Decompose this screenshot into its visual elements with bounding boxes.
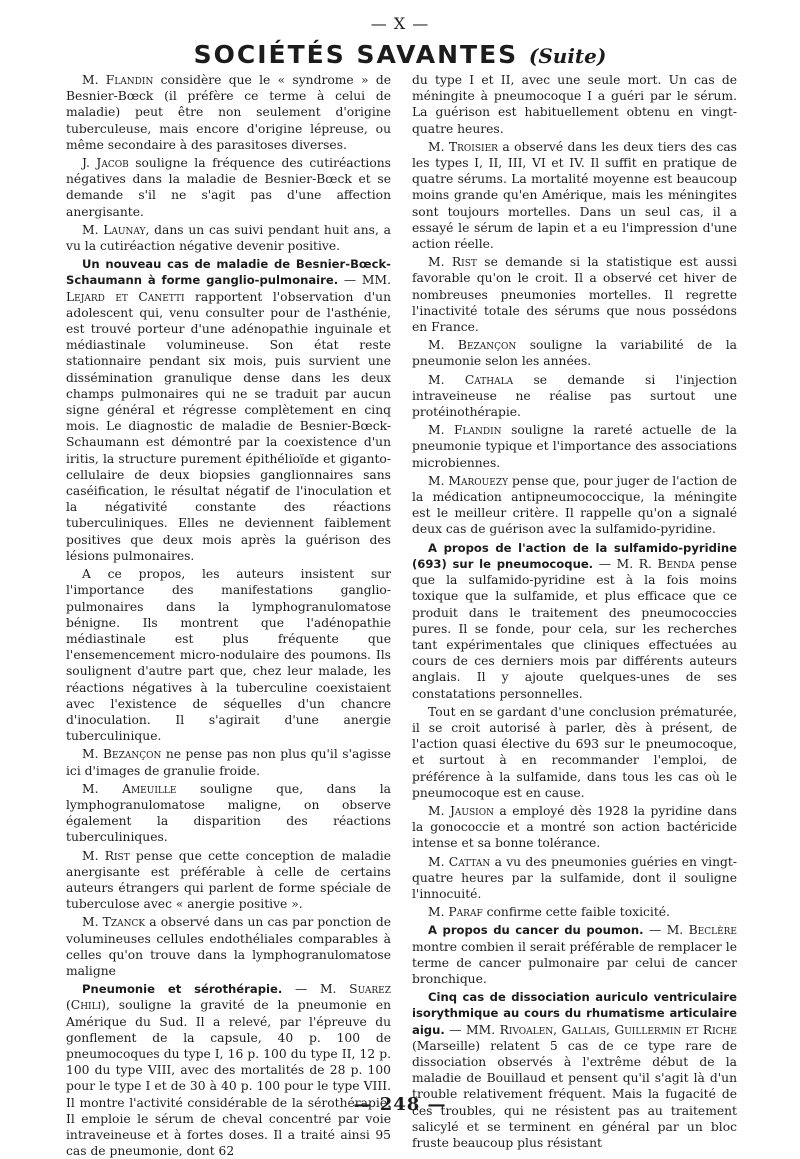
paragraph-text: a vu des pneumonies guéries en vingt-quatre heures par la sulfamide, dont il souligne l'innocuité. [412, 854, 737, 901]
paragraph-text: a observé dans un cas par ponction de volumineuses cellules endothéliales comparables à celles qu'on trouve dans la lymphogranulomatose maligne [66, 915, 391, 978]
paragraph [412, 473, 737, 538]
paragraph [412, 803, 737, 852]
paragraph-text: Tout en se gardant d'une conclusion prématurée, il se croit autorisé à parler, dès à présent, de l'action quasi élective du 693 sur le pneumocoque, et surtout à en recommander l'emploi, de préférence à la sulfamide, dans tous les cas où le pneumocoque est en cause. [412, 704, 737, 800]
paragraph-text: souligne la variabilité de la pneumonie selon les années. [412, 338, 737, 369]
section-heading: A propos du cancer du poumon. [428, 923, 644, 938]
paragraph-text: souligne la gravité de la pneumonie en Amérique du Sud. Il a relevé, par l'épreuve du gonflement de la capsule, 40 p. 100 de pneumocoques du type I, 16 p. 100 du type II, 12 p. 100 du type VIII, avec des mortalités de 28 p. 100 pour le type I et de 30 à 40 p. 100 pour le type VIII. Il montre l'activité considérable de la sérothérapie. Il emploie le sérum de cheval concentré par voie intraveineuse et à fortes doses. Il a traité ainsi 95 cas de pneumonie, dont 62 [66, 998, 391, 1159]
paragraph-text: souligne la rareté actuelle de la pneumonie typique et l'importance des associations microbiennes. [412, 423, 737, 470]
paragraph-text: dans un cas suivi pendant huit ans, a vu la cutiréaction négative devenir positive. [66, 222, 391, 254]
paragraph [66, 781, 391, 846]
speaker-name: M. Rist [82, 848, 130, 863]
paragraph-text: souligne la fréquence des cutiréactions négatives dans la maladie de Besnier-Bœck et se demande s'il ne s'agit pas d'une affection anergisante. [66, 156, 391, 219]
paragraph [412, 337, 737, 369]
speaker-name: M. Flandin [82, 73, 154, 87]
speaker-name: M. Jausion [428, 803, 494, 818]
author-names: — MM. Lejard et Canetti [66, 273, 391, 304]
paragraph-text: montre combien il serait préférable de remplacer le terme de cancer pulmonaire par celui de cancer bronchique. [412, 939, 737, 986]
paragraph-text: considère que le « syndrome » de Besnier-Bœck (il préfère ce terme à celui de maladie) peut être non seulement d'origine tuberculeuse, mais encore d'origine lépreuse, ou même secondaire à des parasitoses diverses. [66, 73, 391, 152]
paragraph [412, 922, 737, 987]
paragraph-text: pense que cette conception de maladie anergisante est préférable à celle de certains auteurs étrangers qui parlent de forme spéciale de tuberculose avec « anergie positive ». [66, 848, 391, 912]
speaker-name: M. Rist [428, 255, 477, 270]
speaker-name: M. Launay, [82, 222, 150, 237]
paragraph [412, 854, 737, 903]
paragraph [412, 989, 737, 1151]
paragraph [412, 422, 737, 471]
speaker-name: M. Tzanck [82, 915, 146, 930]
section-heading: A propos de l'action de la sulfamido-pyridine (693) sur le pneumocoque. [412, 540, 737, 571]
paragraph [412, 704, 737, 801]
paragraph [66, 155, 391, 220]
section-folio: — X — [370, 14, 430, 33]
paragraph [412, 139, 737, 252]
author-names: — M. Beclère [648, 923, 737, 938]
paragraph-text: pense que, pour juger de l'action de la médication antipneumococcique, la méningite est le meilleur critère. Il rappelle qu'on a signalé deux cas de guérison avec la sulfamido-pyridine. [412, 473, 737, 537]
paragraph-text: du type I et II, avec une seule mort. Un cas de méningite à pneumocoque I a guéri par le sérum. La guérison est habituellement obtenu en vingt-quatre heures. [412, 73, 737, 136]
speaker-name: M. Bezançon [82, 747, 162, 762]
left-column [66, 72, 391, 1159]
speaker-name: M. Ameuille [82, 781, 177, 796]
page-number: — 248 — [353, 1094, 447, 1115]
author-names: — M. R. Benda [598, 556, 695, 571]
paragraph [412, 904, 737, 920]
paragraph [66, 72, 391, 153]
speaker-name: M. Cattan [428, 854, 491, 869]
speaker-name: M. Flandin [428, 423, 502, 438]
paragraph [412, 72, 737, 137]
paragraph [412, 254, 737, 335]
paragraph-text: a observé dans les deux tiers des cas les types I, II, III, VI et IV. Il suffit en pratique de quatre sérums. La mortalité moyenne est beaucoup moins grande qu'en Amérique, mais les méningites sont toujours mortelles. Dans un seul cas, il a essayé le sérum de lapin et a eu l'impression d'une action réelle. [412, 139, 737, 252]
paragraph-text: se demande si l'injection intraveineuse ne réalise pas surtout une protéinothérapie. [412, 372, 737, 420]
speaker-name: J. Jacob [82, 156, 129, 171]
section-heading: Pneumonie et sérothérapie. [82, 982, 283, 997]
paragraph [66, 746, 391, 778]
paragraph-text: se demande si la statistique est aussi favorable qu'on le croit. Il a observé cet hiver de nombreuses pneumonies mortelles. Il regrette l'inactivité totale des sérums que nous possédons en France. [412, 255, 737, 335]
section-heading: Un nouveau cas de maladie de Besnier-Bœck-Schaumann à forme ganglio-pulmonaire. [66, 257, 391, 288]
paragraph-text: pense que la sulfamido-pyridine est à la fois moins toxique que la sulfamide, et plus efficace que ce produit dans le traitement des pneumococcies pures. Il se fonde, pour cela, sur les recherches tant expérimentales que cliniques effectuées au cours de ces derniers mois par différents auteurs anglais. Il y ajoute quelques-unes de ses constatations personnelles. [412, 556, 737, 701]
paragraph-text: (Marseille) relatent 5 cas de ce type rare de dissociation observés à l'extrême début de la maladie de Bouillaud et pensent qu'il s'agit là d'un trouble relativement fréquent. Mais la fugacité de ces troubles, qui ne résistent pas au traitement salicylé et se terminent en général par un bloc fruste beaucoup plus résistant [412, 1038, 737, 1150]
paragraph-text: A ce propos, les auteurs insistent sur l'importance des manifestations ganglio-pulmonaires dans la lymphogranulomatose bénigne. Ils montrent que l'adénopathie médiastinale est plus fréquente que l'ensemencement micro-nodulaire des poumons. Ils soulignent d'autre part que, chez leur malade, les réactions négatives à la tuberculine coexistaient avec l'existence de séquelles d'un chancre d'inoculation. Il s'agirait d'une anergie tuberculinique. [66, 567, 391, 744]
speaker-name: M. Troisier [428, 139, 498, 154]
speaker-name: M. Marouezy [428, 473, 509, 488]
right-column [412, 72, 737, 1150]
running-title [0, 40, 800, 69]
speaker-name: M. Cathala [428, 372, 514, 387]
paragraph [66, 914, 391, 979]
paragraph [66, 256, 391, 564]
section-heading: Cinq cas de dissociation auriculo ventriculaire isorythmique au cours du rhumatisme articulaire aigu. [412, 990, 737, 1037]
paragraph [66, 848, 391, 913]
paragraph-text: confirme cette faible toxicité. [486, 905, 670, 920]
running-title-suffix: (Suite) [528, 44, 607, 68]
author-names: — M. Suarez (Chili), [66, 982, 391, 1013]
paragraph [412, 540, 737, 702]
speaker-name: M. Bezançon [428, 338, 517, 353]
paragraph [66, 222, 391, 254]
paragraph [412, 372, 737, 421]
paragraph-text: ne pense pas non plus qu'il s'agisse ici d'images de granulie froide. [66, 747, 391, 778]
paragraph [66, 981, 391, 1159]
running-title-text: SOCIÉTÉS SAVANTES [193, 40, 519, 69]
paragraph-text: rapportent l'observation d'un adolescent qui, venu consulter pour de l'asthénie, est trouvé porteur d'une adénopathie inguinale et médiastinale volumineuse. Son état reste stationnaire pendant six mois, puis survient une dissémination granulique dense dans les deux champs pulmonaires qui ne se traduit par aucun signe général et régresse complètement en cinq mois. Le diagnostic de maladie de Besnier-Bœck-Schaumann est démontré par la coexistence d'un iritis, la structure purement épithélioïde et giganto-cellulaire de deux biopsies ganglionnaires sans caséification, le résultat négatif de l'inoculation et la négativité constante des réactions tuberculiniques. Elles ne deviennent faiblement positives que deux mois après la guérison des lésions pulmonaires. [66, 289, 391, 563]
author-names: — MM. Rivoalen, Gallais, Guillermin et Riche [449, 1022, 737, 1037]
paragraph [66, 566, 391, 744]
paragraph-text: souligne que, dans la lymphogranulomatose maligne, on observe également la disparition des réactions tuberculiniques. [66, 781, 391, 845]
paragraph-text: a employé dès 1928 la pyridine dans la gonococcie et a montré son action bactéricide intense et sa bonne tolérance. [412, 803, 737, 851]
speaker-name: M. Paraf [428, 905, 483, 920]
